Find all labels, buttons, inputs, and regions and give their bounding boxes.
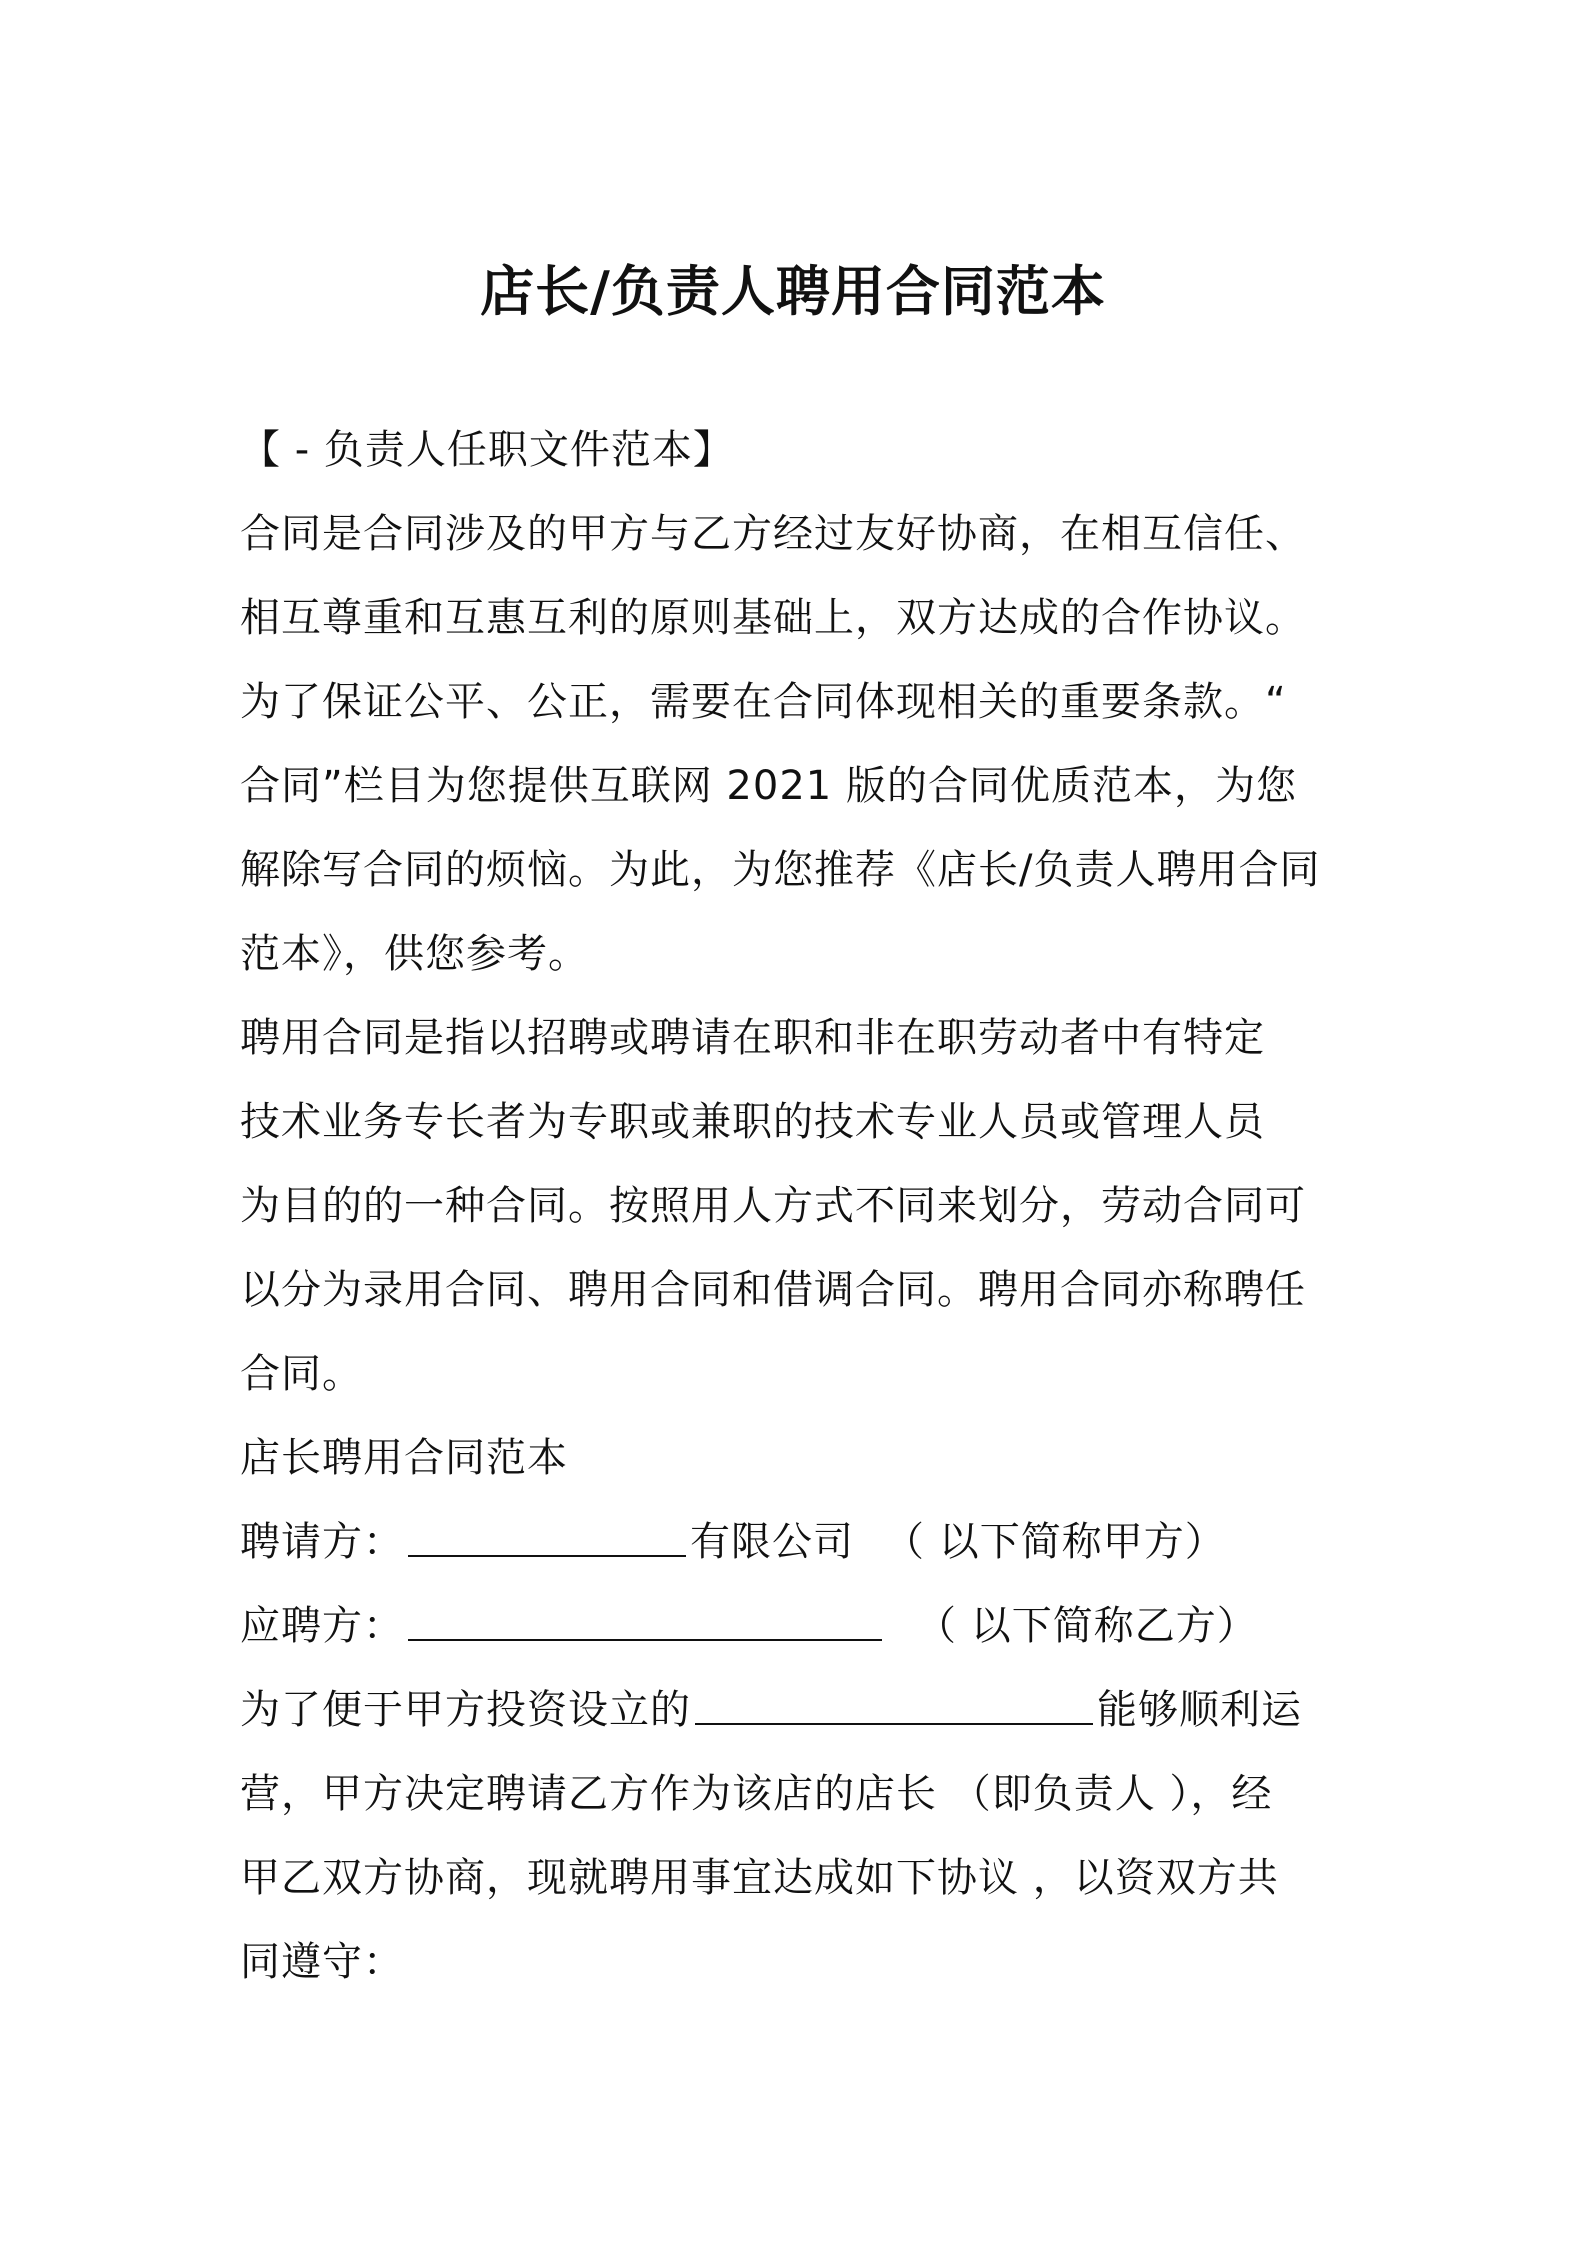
section-title-text: 店长聘用合同范本: [240, 1435, 568, 1481]
definition-line: 技术业务专长者为专职或兼职的技术专业人员或管理人员: [240, 1099, 1265, 1145]
subheading-text: 【 - 负责人任职文件范本】: [240, 427, 734, 473]
purpose-suffix: 能够顺利运: [1097, 1687, 1302, 1733]
intro-paragraph: [240, 492, 1350, 996]
purpose-line: 营，甲方决定聘请乙方作为该店的店长 （即负责人 ），经: [240, 1771, 1273, 1817]
definition-paragraph: [240, 996, 1350, 1416]
party-b-row: [240, 1584, 1350, 1668]
purpose-paragraph: [240, 1668, 1350, 2004]
intro-line: 合同”栏目为您提供互联网 2021 版的合同优质范本，为您: [240, 763, 1297, 809]
purpose-line: 同遵守：: [240, 1939, 404, 1985]
party-b-blank: [408, 1599, 882, 1641]
store-name-blank: [695, 1683, 1093, 1725]
party-a-suffix: 有限公司: [690, 1519, 854, 1565]
intro-line: 为了保证公平、公正，需要在合同体现相关的重要条款。“: [240, 679, 1287, 725]
party-a-note: （ 以下简称甲方）: [884, 1519, 1226, 1565]
purpose-line: 甲乙双方协商，现就聘用事宜达成如下协议 ，以资双方共: [240, 1855, 1279, 1901]
intro-line: 合同是合同涉及的甲方与乙方经过友好协商，在相互信任、: [240, 511, 1306, 557]
definition-line: 聘用合同是指以招聘或聘请在职和非在职劳动者中有特定: [240, 1015, 1265, 1061]
party-a-label: 聘请方：: [240, 1519, 404, 1565]
definition-line: 为目的的一种合同。按照用人方式不同来划分，劳动合同可: [240, 1183, 1306, 1229]
intro-line: 解除写合同的烦恼。为此，为您推荐《店长/负责人聘用合同: [240, 847, 1321, 893]
purpose-prefix: 为了便于甲方投资设立的: [240, 1687, 691, 1733]
purpose-first-line: [240, 1668, 1350, 1752]
definition-line: 合同。: [240, 1351, 363, 1397]
subheading: [240, 408, 1350, 492]
document-body: [240, 408, 1350, 2004]
party-b-note: （ 以下简称乙方）: [916, 1603, 1258, 1649]
intro-line: 范本》，供您参考。: [240, 931, 589, 977]
party-b-line: [240, 1584, 1350, 1668]
party-b-label: 应聘方：: [240, 1603, 404, 1649]
definition-line: 以分为录用合同、聘用合同和借调合同。聘用合同亦称聘任: [240, 1267, 1306, 1313]
intro-line: 相互尊重和互惠互利的原则基础上，双方达成的合作协议。: [240, 595, 1306, 641]
document-title: 店长/负责人聘用合同范本: [480, 260, 1106, 323]
section-title: [240, 1416, 1350, 1500]
party-a-row: [240, 1500, 1350, 1584]
party-a-blank: [408, 1515, 686, 1557]
party-a-line: [240, 1500, 1350, 1584]
